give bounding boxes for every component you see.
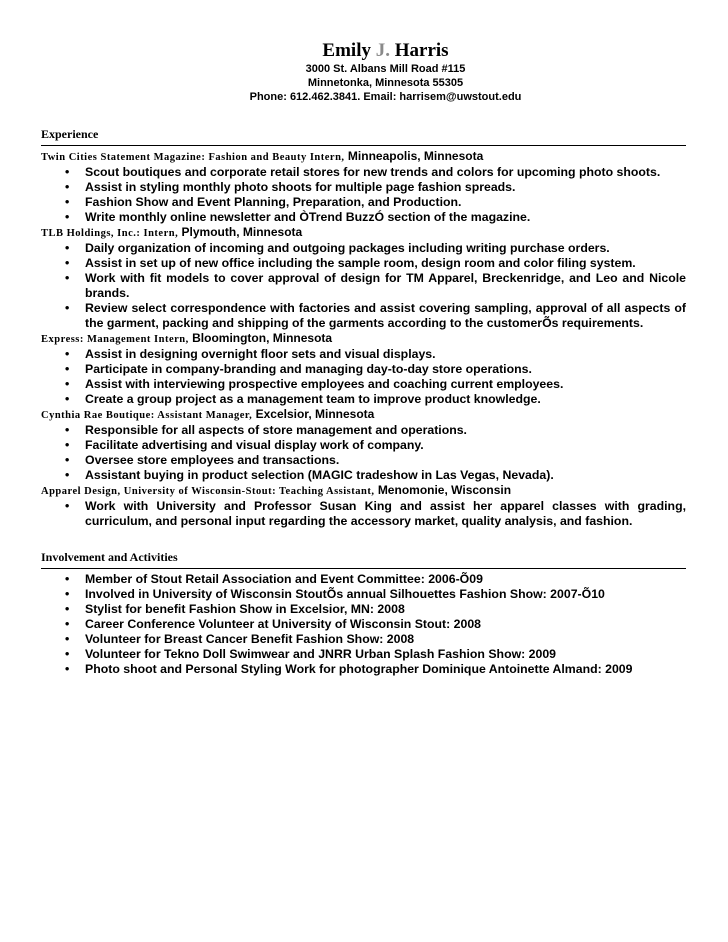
resume-header xyxy=(85,40,686,104)
involvement-heading: Involvement and Activities xyxy=(41,550,178,564)
list-item xyxy=(65,347,686,362)
list-item xyxy=(65,256,686,271)
job-location: Plymouth, Minnesota xyxy=(181,225,303,239)
list-item xyxy=(65,377,686,392)
list-item xyxy=(65,180,686,195)
applicant-name xyxy=(85,40,686,62)
bullet-text: Daily organization of incoming and outgoing packages including writing purchase orders. xyxy=(85,241,610,255)
list-item xyxy=(65,453,686,468)
job-heading xyxy=(41,483,686,499)
bullet-icon: • xyxy=(65,572,70,586)
bullet-icon: • xyxy=(65,453,70,467)
bullet-text: Write monthly online newsletter and ÒTrend BuzzÓ section of the magazine. xyxy=(85,210,531,224)
bullet-icon: • xyxy=(65,362,70,376)
bullet-text: Volunteer for Breast Cancer Benefit Fashion Show: 2008 xyxy=(85,632,415,646)
list-item xyxy=(65,271,686,301)
bullet-text: Assist in designing overnight floor sets and visual displays. xyxy=(85,347,436,361)
list-item xyxy=(65,602,686,617)
list-item xyxy=(65,499,686,529)
list-item xyxy=(65,468,686,483)
job-organization: Apparel Design, University of Wisconsin-Stout: Teaching Assistant, xyxy=(41,486,375,497)
job-location: Excelsior, Minnesota xyxy=(255,407,375,421)
bullet-icon: • xyxy=(65,438,70,452)
bullet-text: Assist with interviewing prospective employees and coaching current employees. xyxy=(85,377,564,391)
experience-heading: Experience xyxy=(41,127,99,141)
job-bullet-list xyxy=(41,499,686,529)
job-organization: Express: Management Intern, xyxy=(41,334,189,345)
bullet-icon: • xyxy=(65,587,70,601)
list-item xyxy=(65,587,686,602)
bullet-icon: • xyxy=(65,647,70,661)
job-organization: Cynthia Rae Boutique: Assistant Manager, xyxy=(41,410,253,421)
bullet-text: Scout boutiques and corporate retail stores for new trends and colors for upcoming photo shoots. xyxy=(85,165,661,179)
address-line-2: Minnetonka, Minnesota 55305 xyxy=(307,77,464,89)
bullet-icon: • xyxy=(65,347,70,361)
bullet-text: Assist in set up of new office including the sample room, design room and color filing system. xyxy=(85,256,636,270)
bullet-icon: • xyxy=(65,165,70,179)
list-item xyxy=(65,165,686,180)
list-item xyxy=(65,632,686,647)
job-heading xyxy=(41,331,686,347)
bullet-icon: • xyxy=(65,256,70,270)
list-item xyxy=(65,647,686,662)
experience-divider xyxy=(41,145,686,146)
job-bullet-list xyxy=(41,423,686,483)
bullet-text: Photo shoot and Personal Styling Work for photographer Dominique Antoinette Almand: 2009 xyxy=(85,662,633,676)
bullet-text: Member of Stout Retail Association and Event Committee: 2006-Õ09 xyxy=(85,572,483,586)
bullet-icon: • xyxy=(65,499,70,513)
list-item xyxy=(65,662,686,677)
bullet-text: Involved in University of Wisconsin StoutÕs annual Silhouettes Fashion Show: 2007-Õ10 xyxy=(85,587,605,601)
job-heading xyxy=(41,225,686,241)
bullet-icon: • xyxy=(65,301,70,315)
job-bullet-list xyxy=(41,241,686,331)
bullet-icon: • xyxy=(65,241,70,255)
job-organization: TLB Holdings, Inc.: Intern, xyxy=(41,228,179,239)
list-item xyxy=(65,392,686,407)
job-organization: Twin Cities Statement Magazine: Fashion and Beauty Intern, xyxy=(41,152,345,163)
list-item xyxy=(65,210,686,225)
bullet-text: Work with University and Professor Susan King and assist her apparel classes with grading, curriculum, and personal input regarding the accessory market, quality analysis, and fashion. xyxy=(85,499,686,528)
bullet-text: Work with fit models to cover approval of design for TM Apparel, Breckenridge, and Leo and Nicole brands. xyxy=(85,271,686,300)
bullet-text: Review select correspondence with factories and assist covering sampling, approval of all aspects of the garment, packing and shipping of the garments according to the customerÕs requirements. xyxy=(85,301,686,330)
bullet-text: Stylist for benefit Fashion Show in Excelsior, MN: 2008 xyxy=(85,602,405,616)
bullet-text: Participate in company-branding and managing day-to-day store operations. xyxy=(85,362,532,376)
list-item xyxy=(65,423,686,438)
bullet-text: Volunteer for Tekno Doll Swimwear and JNRR Urban Splash Fashion Show: 2009 xyxy=(85,647,557,661)
bullet-text: Assistant buying in product selection (MAGIC tradeshow in Las Vegas, Nevada). xyxy=(85,468,554,482)
bullet-icon: • xyxy=(65,632,70,646)
list-item xyxy=(65,438,686,453)
bullet-icon: • xyxy=(65,180,70,194)
list-item xyxy=(65,572,686,587)
job-bullet-list xyxy=(41,347,686,407)
name-initial: J. xyxy=(375,40,390,61)
bullet-text: Assist in styling monthly photo shoots for multiple page fashion spreads. xyxy=(85,180,516,194)
bullet-icon: • xyxy=(65,662,70,676)
bullet-icon: • xyxy=(65,377,70,391)
involvement-divider xyxy=(41,568,686,569)
involvement-bullet-list xyxy=(41,572,686,677)
job-heading xyxy=(41,149,686,165)
bullet-icon: • xyxy=(65,210,70,224)
job-location: Minneapolis, Minnesota xyxy=(347,149,484,163)
bullet-text: Responsible for all aspects of store management and operations. xyxy=(85,423,467,437)
bullet-icon: • xyxy=(65,423,70,437)
job-heading xyxy=(41,407,686,423)
bullet-icon: • xyxy=(65,468,70,482)
job-bullet-list xyxy=(41,165,686,225)
job-location: Menomonie, Wisconsin xyxy=(377,483,512,497)
bullet-icon: • xyxy=(65,392,70,406)
bullet-text: Fashion Show and Event Planning, Preparation, and Production. xyxy=(85,195,462,209)
bullet-icon: • xyxy=(65,195,70,209)
bullet-icon: • xyxy=(65,617,70,631)
job-location: Bloomington, Minnesota xyxy=(192,331,333,345)
bullet-text: Facilitate advertising and visual display work of company. xyxy=(85,438,424,452)
resume-page xyxy=(41,40,686,677)
name-first: Emily xyxy=(322,40,371,61)
address-line-1: 3000 St. Albans Mill Road #115 xyxy=(305,63,466,75)
bullet-icon: • xyxy=(65,271,70,285)
list-item xyxy=(65,362,686,377)
list-item xyxy=(65,617,686,632)
bullet-text: Oversee store employees and transactions. xyxy=(85,453,340,467)
list-item xyxy=(65,195,686,210)
list-item xyxy=(65,301,686,331)
list-item xyxy=(65,241,686,256)
contact-line: Phone: 612.462.3841. Email: harrisem@uwstout.edu xyxy=(249,91,522,103)
bullet-icon: • xyxy=(65,602,70,616)
bullet-text: Create a group project as a management team to improve product knowledge. xyxy=(85,392,541,406)
bullet-text: Career Conference Volunteer at University of Wisconsin Stout: 2008 xyxy=(85,617,481,631)
name-last: Harris xyxy=(394,40,449,61)
